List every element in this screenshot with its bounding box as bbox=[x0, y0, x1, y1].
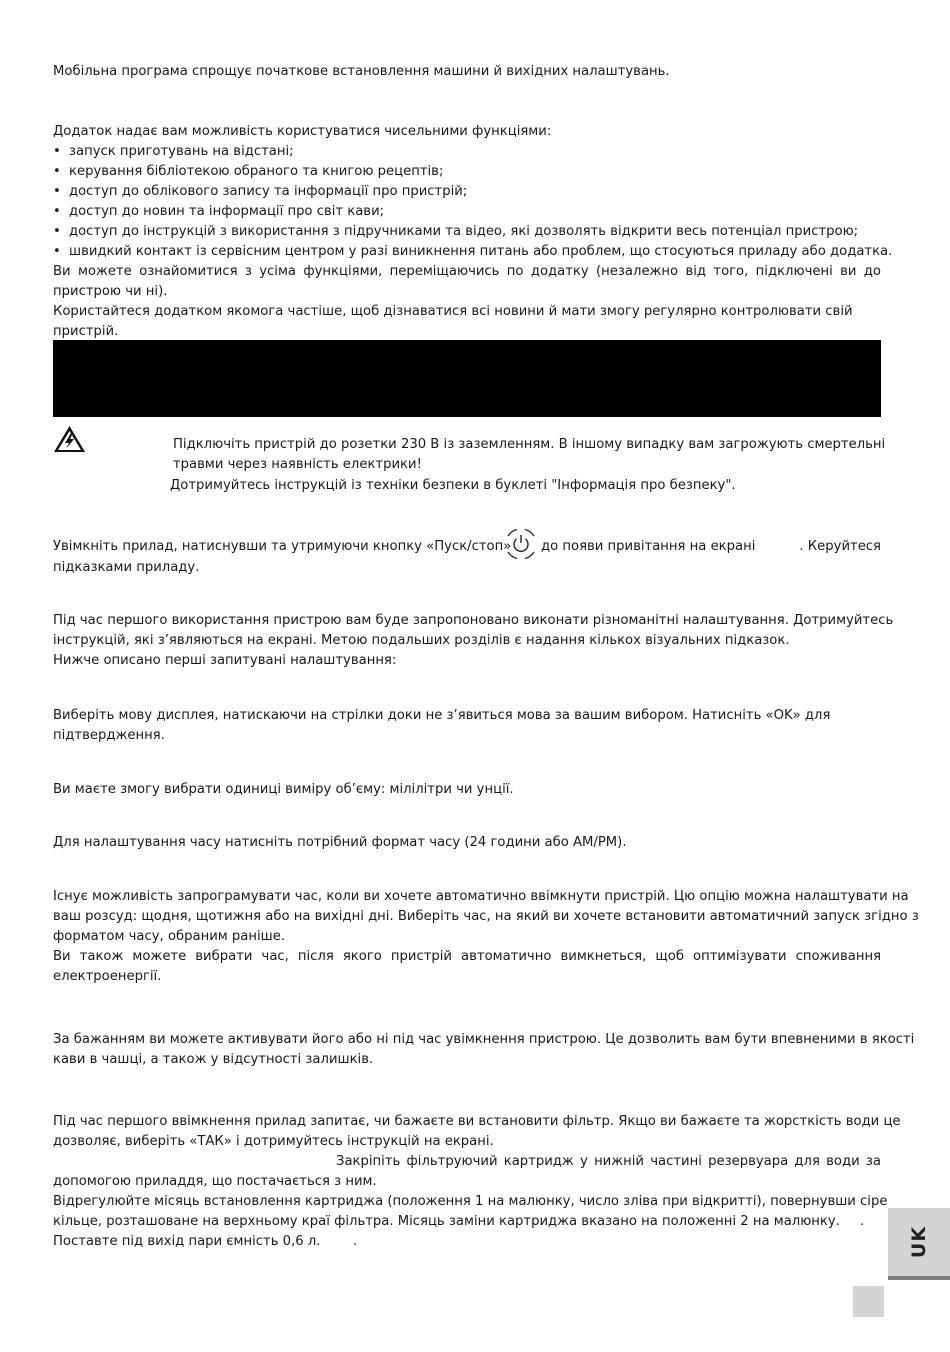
language-tab-label: UK bbox=[908, 1225, 930, 1259]
text-line: кільце, розташоване на верхньому краї фільтра. Місяць заміни картриджа вказано на положенні 2 на малюнку. bbox=[53, 1214, 840, 1229]
features-intro: Додаток надає вам можливість користуватися чисельними функціями: bbox=[53, 124, 552, 139]
list-item: • доступ до інструкцій з використання з підручниками та відео, які дозволять відкрити весь потенціал пристрою; bbox=[53, 222, 881, 242]
language-side-tab bbox=[888, 1208, 950, 1280]
intro-text: Мобільна програма спрощує початкове встановлення машини й вихідних налаштувань. bbox=[53, 64, 670, 79]
first-use-text bbox=[53, 611, 894, 671]
text-line: Ви також можете вибрати час, після якого пристрій автоматично вимкнеться, щоб оптимізувати споживання bbox=[53, 949, 881, 964]
time-format-text: Для налаштування часу натисніть потрібний формат часу (24 години або AM/PM). bbox=[53, 835, 627, 850]
power-on-text-cont: до появи привітання на екрані bbox=[541, 539, 756, 554]
warning-line: травми через наявність електрики! bbox=[173, 457, 422, 472]
list-item: • доступ до облікового запису та інформації про пристрій; bbox=[53, 182, 881, 202]
features-note: Ви можете ознайомитися з усіма функціями, переміщаючись по додатку (незалежно від того, підключені ви до пристрою чи ні). bbox=[53, 264, 881, 299]
page-number-box bbox=[853, 1286, 884, 1317]
text-line: За бажанням ви можете активувати його або ні під час увімкнення пристрою. Це дозволить вам бути впевненими в якості bbox=[53, 1032, 915, 1047]
rinse-text bbox=[53, 1030, 915, 1070]
electric-shock-warning-icon bbox=[53, 425, 86, 453]
filter-cartridge-text: Закріпіть фільтруючий картридж у нижній частині резервуара для води за bbox=[336, 1154, 881, 1169]
text-line: ваш розсуд: щодня, щотижня або на вихідні дні. Виберіть час, на який ви хочете встановити автоматичний запуск згідно з bbox=[53, 909, 919, 924]
filter-cartridge-text-cont: допомогою приладдя, що постачається з ним. bbox=[53, 1174, 377, 1189]
text-line: інструкцій, які з’являються на екрані. Метою подальших розділів є надання кількох візуальних підказок. bbox=[53, 633, 790, 648]
features-section bbox=[53, 122, 893, 342]
power-on-text-tail: . Керуйтеся bbox=[799, 539, 881, 554]
safety-note: Дотримуйтесь інструкцій із техніки безпеки в буклеті "Інформація про безпеку". bbox=[170, 478, 736, 493]
filter-steam-end: . bbox=[353, 1234, 358, 1249]
auto-start-text bbox=[53, 887, 919, 987]
text-line: Виберіть мову дисплея, натискаючи на стрілки доки не з’явиться мова за вашим вибором. Натисніть «OK» для bbox=[53, 708, 831, 723]
language-text bbox=[53, 706, 881, 746]
features-advice: Користайтеся додатком якомога частіше, щоб дізнаватися всі новини й мати змогу регулярно контролювати свій пристрій. bbox=[53, 304, 853, 339]
text-line: Під час першого використання пристрою вам буде запропоновано виконати різноманітні налаштування. Дотримуйтесь bbox=[53, 613, 894, 628]
warning-line: Підключіть пристрій до розетки 230 В із заземленням. В іншому випадку вам загрожують смертельні bbox=[173, 437, 886, 452]
units-text: Ви маєте змогу вибрати одиниці виміру об’єму: мілілітри чи унції. bbox=[53, 782, 514, 797]
warning-text bbox=[173, 435, 886, 475]
list-item: • доступ до новин та інформації про світ кави; bbox=[53, 202, 881, 222]
filter-steam-text: Поставте під вихід пари ємність 0,6 л. bbox=[53, 1234, 321, 1249]
text-line: форматом часу, обраним раніше. bbox=[53, 929, 286, 944]
text-line: Існує можливість запрограмувати час, коли ви хочете автоматично ввімкнути пристрій. Цю опцію можна налаштувати на bbox=[53, 889, 909, 904]
text-line: кави в чашці, а також у відсутності залишків. bbox=[53, 1052, 374, 1067]
text-line: електроенергії. bbox=[53, 969, 162, 984]
section-header-bar bbox=[53, 340, 881, 417]
text-line: Нижче описано перші запитувані налаштування: bbox=[53, 653, 397, 668]
text-line: підтвердження. bbox=[53, 728, 165, 743]
features-list bbox=[53, 142, 893, 262]
power-on-text-line2: підказками приладу. bbox=[53, 560, 200, 575]
list-item: • швидкий контакт із сервісним центром у разі виникнення питань або проблем, що стосуються приладу або додатка. bbox=[53, 242, 881, 262]
text-line: дозволяє, виберіть «ТАК» і дотримуйтесь інструкцій на екрані. bbox=[53, 1134, 494, 1149]
filter-adjust-end: . bbox=[860, 1214, 865, 1229]
list-item: • керування бібліотекою обраного та книгою рецептів; bbox=[53, 162, 881, 182]
filter-adjust-text bbox=[53, 1192, 888, 1232]
text-line: Відрегулюйте місяць встановлення картриджа (положення 1 на малюнку, число зліва при відкритті), повернувши сіре bbox=[53, 1194, 888, 1209]
text-line: Під час першого ввімкнення прилад запитає, чи бажаєте ви встановити фільтр. Якщо ви бажаєте та жорсткість води це bbox=[53, 1114, 901, 1129]
power-button-icon bbox=[503, 526, 539, 562]
filter-text bbox=[53, 1112, 901, 1152]
power-on-text: Увімкніть прилад, натиснувши та утримуючи кнопку «Пуск/стоп» bbox=[53, 539, 512, 554]
list-item: • запуск приготувань на відстані; bbox=[53, 142, 881, 162]
